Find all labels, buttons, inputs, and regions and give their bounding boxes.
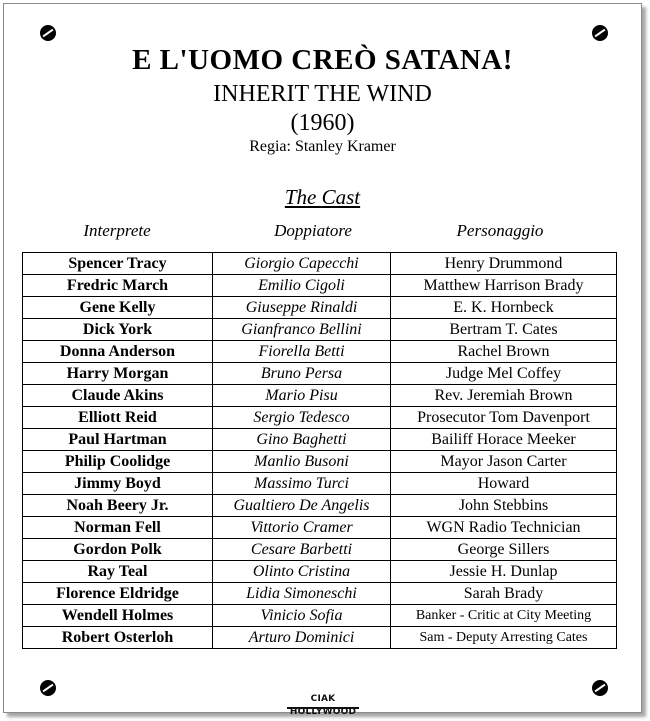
actor-cell: Norman Fell — [23, 517, 213, 539]
ciak-hollywood-logo: CIAK HOLLYWOOD — [287, 693, 359, 709]
actor-cell: Ray Teal — [23, 561, 213, 583]
role-cell: Prosecutor Tom Davenport — [391, 407, 617, 429]
table-row — [23, 451, 617, 473]
dubber-cell: Olinto Cristina — [213, 561, 391, 583]
role-cell: Rachel Brown — [391, 341, 617, 363]
table-row — [23, 583, 617, 605]
cast-table-body — [23, 253, 617, 649]
actor-cell: Harry Morgan — [23, 363, 213, 385]
actor-cell: Philip Coolidge — [23, 451, 213, 473]
table-row — [23, 473, 617, 495]
actor-cell: Noah Beery Jr. — [23, 495, 213, 517]
dubber-cell: Giorgio Capecchi — [213, 253, 391, 275]
actor-cell: Dick York — [23, 319, 213, 341]
table-row — [23, 297, 617, 319]
table-row — [23, 561, 617, 583]
director-credit: Regia: Stanley Kramer — [249, 138, 396, 155]
screw-icon — [592, 680, 608, 696]
table-row — [23, 341, 617, 363]
screw-icon — [592, 25, 608, 41]
dubber-cell: Arturo Dominici — [213, 627, 391, 649]
actor-cell: Donna Anderson — [23, 341, 213, 363]
role-cell: E. K. Hornbeck — [391, 297, 617, 319]
cast-heading: The Cast — [284, 185, 361, 209]
table-row — [23, 517, 617, 539]
column-header-actor: Interprete — [83, 221, 151, 240]
dubber-cell: Lidia Simoneschi — [213, 583, 391, 605]
table-row — [23, 605, 617, 627]
cast-table — [22, 252, 617, 649]
column-header-dubber: Doppiatore — [274, 221, 352, 240]
actor-cell: Robert Osterloh — [23, 627, 213, 649]
dubber-cell: Gino Baghetti — [213, 429, 391, 451]
role-cell: George Sillers — [391, 539, 617, 561]
table-row — [23, 319, 617, 341]
actor-cell: Florence Eldridge — [23, 583, 213, 605]
cast-plaque — [3, 3, 642, 717]
dubber-cell: Sergio Tedesco — [213, 407, 391, 429]
dubber-cell: Emilio Cigoli — [213, 275, 391, 297]
actor-cell: Wendell Holmes — [23, 605, 213, 627]
role-cell: WGN Radio Technician — [391, 517, 617, 539]
table-row — [23, 495, 617, 517]
actor-cell: Gordon Polk — [23, 539, 213, 561]
column-header-role: Personaggio — [456, 221, 544, 240]
role-cell: Henry Drummond — [391, 253, 617, 275]
actor-cell: Fredric March — [23, 275, 213, 297]
dubber-cell: Fiorella Betti — [213, 341, 391, 363]
role-cell: Jessie H. Dunlap — [391, 561, 617, 583]
dubber-cell: Manlio Busoni — [213, 451, 391, 473]
screw-icon — [40, 25, 56, 41]
role-cell: Judge Mel Coffey — [391, 363, 617, 385]
role-cell: Matthew Harrison Brady — [391, 275, 617, 297]
role-cell: Sarah Brady — [391, 583, 617, 605]
film-title: E L'UOMO CREÒ SATANA! — [132, 44, 513, 76]
dubber-cell: Vinicio Sofia — [213, 605, 391, 627]
dubber-cell: Massimo Turci — [213, 473, 391, 495]
dubber-cell: Gualtiero De Angelis — [213, 495, 391, 517]
dubber-cell: Gianfranco Bellini — [213, 319, 391, 341]
table-row — [23, 539, 617, 561]
table-row — [23, 627, 617, 649]
role-cell: Sam - Deputy Arresting Cates — [391, 627, 617, 649]
actor-cell: Claude Akins — [23, 385, 213, 407]
original-title: INHERIT THE WIND — [213, 81, 432, 107]
table-row — [23, 407, 617, 429]
role-cell: John Stebbins — [391, 495, 617, 517]
actor-cell: Elliott Reid — [23, 407, 213, 429]
dubber-cell: Mario Pisu — [213, 385, 391, 407]
screw-icon — [40, 680, 56, 696]
table-row — [23, 429, 617, 451]
role-cell: Banker - Critic at City Meeting — [391, 605, 617, 627]
role-cell: Howard — [391, 473, 617, 495]
actor-cell: Spencer Tracy — [23, 253, 213, 275]
dubber-cell: Bruno Persa — [213, 363, 391, 385]
role-cell: Bertram T. Cates — [391, 319, 617, 341]
actor-cell: Gene Kelly — [23, 297, 213, 319]
table-row — [23, 253, 617, 275]
release-year: (1960) — [290, 110, 355, 136]
table-row — [23, 385, 617, 407]
role-cell: Bailiff Horace Meeker — [391, 429, 617, 451]
actor-cell: Jimmy Boyd — [23, 473, 213, 495]
role-cell: Rev. Jeremiah Brown — [391, 385, 617, 407]
dubber-cell: Giuseppe Rinaldi — [213, 297, 391, 319]
table-row — [23, 363, 617, 385]
table-row — [23, 275, 617, 297]
dubber-cell: Vittorio Cramer — [213, 517, 391, 539]
dubber-cell: Cesare Barbetti — [213, 539, 391, 561]
role-cell: Mayor Jason Carter — [391, 451, 617, 473]
actor-cell: Paul Hartman — [23, 429, 213, 451]
